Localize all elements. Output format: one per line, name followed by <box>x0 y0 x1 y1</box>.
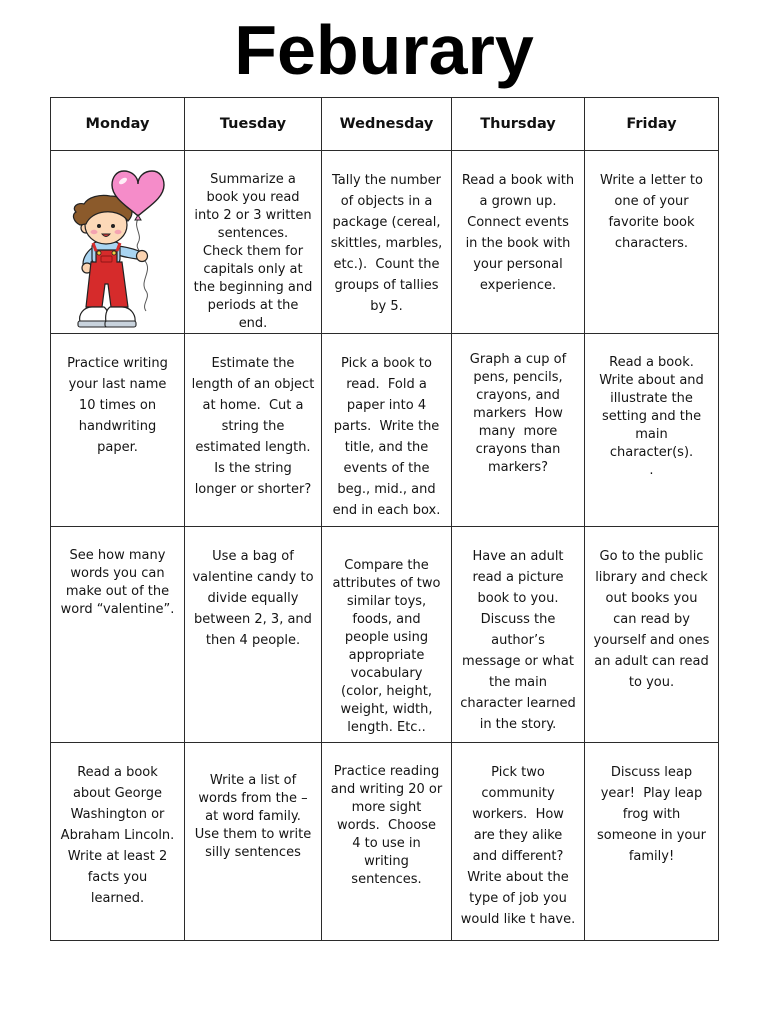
cell-wednesday-row-1 <box>321 150 452 334</box>
left-shoe <box>80 307 109 322</box>
cell-wednesday-row-4 <box>321 742 452 941</box>
cell-friday-row-1 <box>584 150 719 334</box>
cell-monday-row-3 <box>50 526 185 743</box>
activity-text: Use a bag of valentine candy to divide equally between 2, 3, and then 4 people. <box>192 548 314 648</box>
header-tuesday: Tuesday <box>184 97 322 151</box>
activity-text: Estimate the length of an object at home. Cut a string the estimated length. Is the string longer or shorter? <box>191 355 315 497</box>
cell-monday-row-2 <box>50 333 185 527</box>
page-title: Feburary <box>234 11 534 89</box>
activity-text: Read a book. Write about and illustrate the setting and the main character(s). . <box>599 355 704 478</box>
activity-text: Pick two community workers. How are they alike and different? Write about the type of job you would like t have. <box>460 764 576 927</box>
activity-text: Tally the number of objects in a package (cereal, skittles, marbles, etc.). Count the groups of tallies by 5. <box>330 172 443 314</box>
header-wednesday: Wednesday <box>321 97 452 151</box>
activity-text: Summarize a book you read into 2 or 3 written sentences. Check them for capitals only at the beginning and periods at the end. <box>193 172 313 331</box>
activity-text: Graph a cup of pens, pencils, crayons, and markers How many more crayons than markers? <box>469 352 567 475</box>
right-eye <box>111 224 115 228</box>
activity-text: Practice writing your last name 10 times on handwriting paper. <box>67 355 168 455</box>
button-left <box>97 251 101 255</box>
activity-text: Discuss leap year! Play leap frog with someone in your family! <box>597 764 706 864</box>
activity-text: Write a letter to one of your favorite book characters. <box>600 172 703 251</box>
cell-friday-row-3 <box>584 526 719 743</box>
balloon-string <box>137 219 148 311</box>
string-lower <box>144 261 148 311</box>
cell-thursday-row-4 <box>451 742 585 941</box>
cell-monday-row-4 <box>50 742 185 941</box>
activity-text: Pick a book to read. Fold a paper into 4 parts. Write the title, and the events of the beg., mid., and end in each box. <box>332 355 441 518</box>
cell-tuesday-row-3 <box>184 526 322 743</box>
right-hand <box>137 251 148 262</box>
cell-thursday-row-3 <box>451 526 585 743</box>
right-shoe <box>106 307 135 322</box>
left-sole <box>78 321 109 327</box>
activity-text: Write a list of words from the – at word family. Use them to write silly sentences <box>194 773 312 860</box>
cell-wednesday-row-3 <box>321 526 452 743</box>
cell-wednesday-row-2 <box>321 333 452 527</box>
left-cheek <box>91 230 98 234</box>
button-right <box>112 251 116 255</box>
activity-text: Read a book with a grown up. Connect events in the book with your personal experience. <box>461 172 575 293</box>
left-eye <box>97 224 101 228</box>
cell-tuesday-row-4 <box>184 742 322 941</box>
cell-friday-row-2 <box>584 333 719 527</box>
cell-thursday-row-2 <box>451 333 585 527</box>
activity-text: Read a book about George Washington or Abraham Lincoln. Write at least 2 facts you learned. <box>60 764 175 906</box>
cell-monday-row-1 <box>50 150 185 334</box>
balloon-knot <box>135 215 141 220</box>
boy-with-heart-balloon-icon <box>60 160 175 332</box>
right-cheek <box>115 230 122 234</box>
activity-calendar-table <box>50 97 719 941</box>
right-sleeve <box>118 246 139 259</box>
activity-text: See how many words you can make out of the word “valentine”. <box>60 548 175 617</box>
cell-friday-row-4 <box>584 742 719 941</box>
cell-thursday-row-1 <box>451 150 585 334</box>
activity-text: Go to the public library and check out books you can read by yourself and ones an adult can read to you. <box>593 548 710 690</box>
activity-text: Have an adult read a picture book to you. Discuss the author’s message or what the main character learned in the story. <box>460 548 576 732</box>
activity-text: Practice reading and writing 20 or more sight words. Choose 4 to use in writing sentences. <box>330 764 443 887</box>
header-monday: Monday <box>50 97 185 151</box>
cell-tuesday-row-2 <box>184 333 322 527</box>
header-thursday: Thursday <box>451 97 585 151</box>
activity-text: Compare the attributes of two similar toys, foods, and people using appropriate vocabulary (color, height, weight, width, length. Etc.. <box>332 558 441 735</box>
cell-tuesday-row-1 <box>184 150 322 334</box>
header-friday: Friday <box>584 97 719 151</box>
right-sole <box>105 321 136 327</box>
